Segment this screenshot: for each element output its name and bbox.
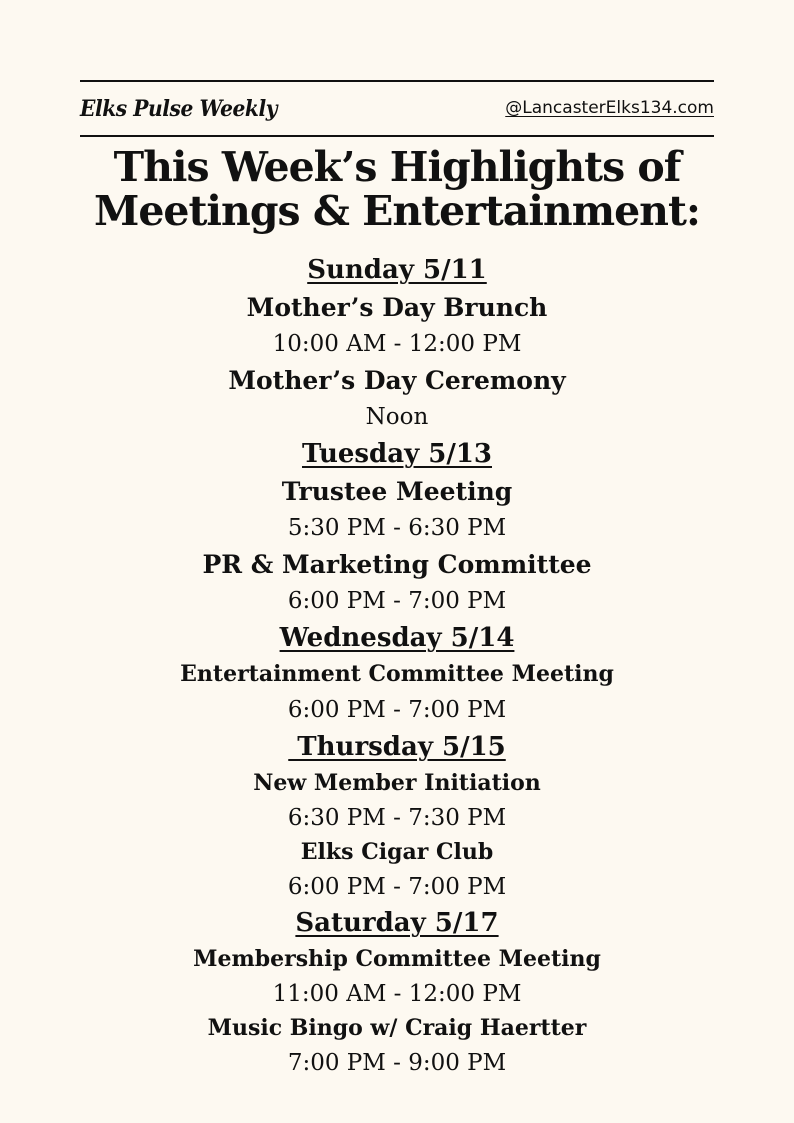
day-title: Saturday 5/17 xyxy=(295,908,499,938)
event-time: 5:30 PM - 6:30 PM xyxy=(287,515,507,541)
event-name: Trustee Meeting xyxy=(281,477,513,506)
day-title: Tuesday 5/13 xyxy=(302,439,492,469)
event-time: 7:00 PM - 9:00 PM xyxy=(287,1050,507,1076)
event-name: New Member Initiation xyxy=(253,770,541,796)
event-name: Membership Committee Meeting xyxy=(193,946,601,972)
event-time: 10:00 AM - 12:00 PM xyxy=(272,331,522,357)
event-name: Elks Cigar Club xyxy=(300,839,494,865)
schedule xyxy=(0,251,794,1080)
day-title: Sunday 5/11 xyxy=(307,255,487,285)
day-section-saturday xyxy=(0,904,794,1080)
event-time: 6:00 PM - 7:00 PM xyxy=(287,874,507,900)
page-title-line-2: Meetings & Entertainment: xyxy=(93,187,701,235)
day-section-wednesday xyxy=(0,619,794,728)
event-name: Mother’s Day Ceremony xyxy=(228,366,566,395)
masthead-bottom-rule xyxy=(80,135,714,137)
event-time: 6:30 PM - 7:30 PM xyxy=(287,805,507,831)
day-title: Thursday 5/15 xyxy=(288,732,506,762)
website-link[interactable]: @LancasterElks134.com xyxy=(505,98,714,118)
day-section-tuesday xyxy=(0,435,794,619)
event-time: Noon xyxy=(365,404,429,430)
event-name: Mother’s Day Brunch xyxy=(246,293,548,322)
day-title: Wednesday 5/14 xyxy=(279,623,515,653)
event-time: 6:00 PM - 7:00 PM xyxy=(287,697,507,723)
event-name: PR & Marketing Committee xyxy=(202,550,592,579)
event-time: 11:00 AM - 12:00 PM xyxy=(272,981,522,1007)
day-section-sunday xyxy=(0,251,794,435)
event-time: 6:00 PM - 7:00 PM xyxy=(287,588,507,614)
page-title-line-1: This Week’s Highlights of xyxy=(113,143,681,191)
masthead xyxy=(80,92,714,128)
event-name: Music Bingo w/ Craig Haertter xyxy=(207,1015,587,1041)
page-title xyxy=(0,145,794,233)
event-name: Entertainment Committee Meeting xyxy=(180,661,614,687)
newsletter-brand: Elks Pulse Weekly xyxy=(80,96,278,122)
day-section-thursday xyxy=(0,728,794,904)
masthead-top-rule xyxy=(80,80,714,82)
